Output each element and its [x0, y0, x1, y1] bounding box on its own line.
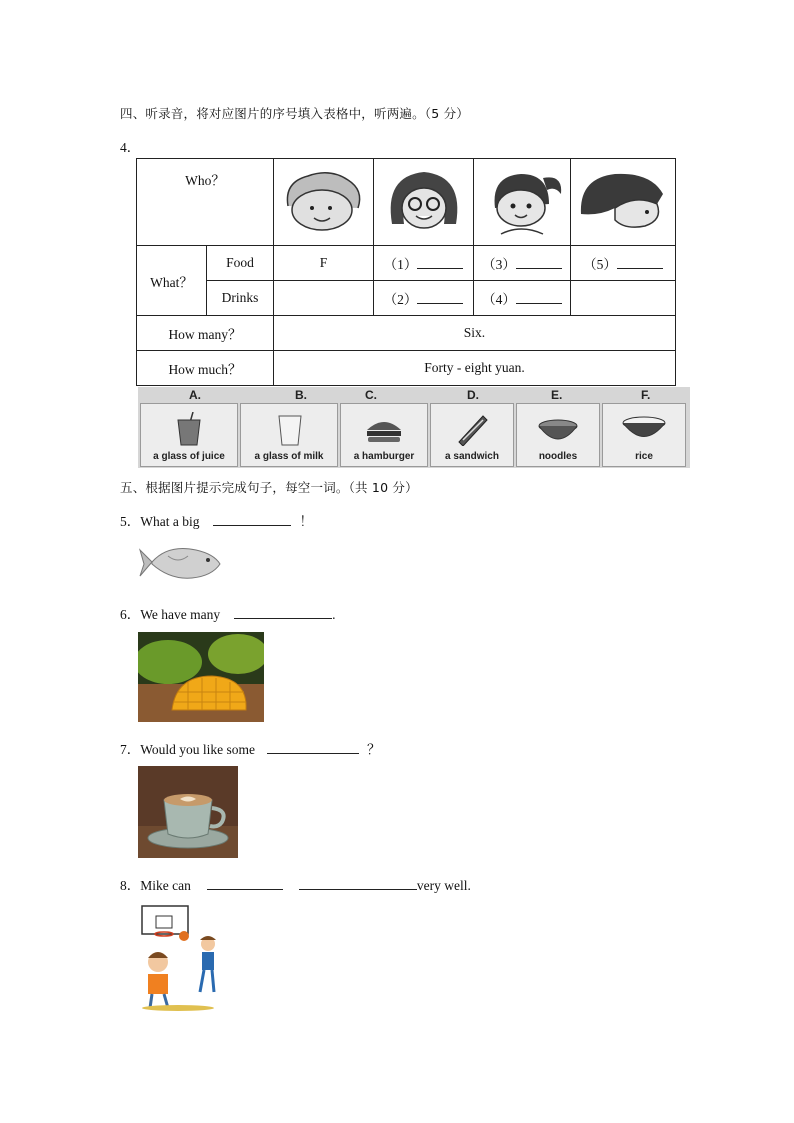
question-5	[120, 510, 313, 530]
option-label: a sandwich	[445, 451, 499, 462]
question-end: ？	[367, 742, 381, 757]
answer-cell-4[interactable]: （4）	[474, 281, 571, 316]
answer-blank-1[interactable]	[417, 256, 463, 269]
girl-ponytail-face-icon	[477, 164, 567, 236]
boy-face-icon	[278, 164, 370, 236]
what-header: What？	[137, 246, 207, 316]
face-girl-ponytail-cell	[474, 159, 571, 246]
mango-picture	[138, 632, 264, 722]
answer-blank-3[interactable]	[516, 256, 562, 269]
option-letter: C.	[365, 388, 377, 402]
noodles-bowl-icon	[537, 418, 579, 442]
question-number: 6．	[120, 607, 141, 622]
question-end: ！	[299, 514, 313, 529]
answer-blank-q5[interactable]	[213, 513, 291, 526]
question-number: 5．	[120, 514, 141, 529]
question-text: Would you like some	[140, 742, 256, 757]
answer-cell-1[interactable]: （1）	[374, 246, 474, 281]
question-end: very well.	[416, 878, 471, 893]
option-label: rice	[635, 451, 653, 462]
option-letter: E.	[551, 388, 563, 402]
rice-bowl-icon	[621, 416, 667, 442]
option-letter: F.	[641, 388, 651, 402]
face-boy-profile-cell	[571, 159, 676, 246]
food-options-strip	[138, 387, 690, 468]
how-much-header: How much？	[137, 351, 274, 386]
listening-table	[136, 158, 676, 386]
answer-blank-5[interactable]	[617, 256, 663, 269]
question-number: 7．	[120, 742, 141, 757]
question-7	[120, 738, 381, 758]
option-letter: D.	[467, 388, 479, 402]
option-card-f	[602, 388, 686, 467]
answer-cell-2[interactable]: （2）	[374, 281, 474, 316]
how-much-answer: Forty - eight yuan.	[274, 351, 676, 386]
question-6	[120, 603, 336, 623]
face-boy-cell	[274, 159, 374, 246]
girl-glasses-face-icon	[378, 164, 470, 236]
option-label: a glass of juice	[153, 451, 225, 462]
drinks-empty-cell	[571, 281, 676, 316]
option-letter: B.	[295, 388, 307, 402]
juice-glass-icon	[175, 412, 203, 446]
face-girl-glasses-cell	[374, 159, 474, 246]
section-4-heading: 四、听录音，将对应图片的序号填入表格中，听两遍。（5 分）	[120, 106, 469, 121]
food-example-cell: F	[274, 246, 374, 281]
question-text: We have many	[140, 607, 221, 622]
hamburger-icon	[365, 418, 403, 444]
answer-blank-q7[interactable]	[267, 741, 359, 754]
basketball-picture	[138, 904, 218, 1012]
question-number: 8．	[120, 878, 141, 893]
answer-blank-q8-1[interactable]	[207, 877, 283, 890]
answer-blank-2[interactable]	[417, 291, 463, 304]
answer-blank-4[interactable]	[516, 291, 562, 304]
answer-blank-q8-2[interactable]	[299, 877, 417, 890]
food-label: Food	[207, 246, 274, 281]
option-label: a glass of milk	[254, 451, 324, 462]
section-5-heading: 五、根据图片提示完成句子，每空一词。（共 10 分）	[120, 480, 418, 495]
question-8	[120, 874, 471, 894]
who-header: Who？	[137, 159, 274, 246]
option-card-b	[240, 388, 338, 467]
question-text: Mike can	[140, 878, 191, 893]
option-card-c	[340, 388, 428, 467]
coffee-picture	[138, 766, 238, 858]
question-end: .	[332, 607, 336, 622]
option-card-a	[140, 388, 238, 467]
sandwich-icon	[455, 412, 489, 446]
question-text: What a big	[140, 514, 200, 529]
drinks-label: Drinks	[207, 281, 274, 316]
boy-profile-face-icon	[575, 164, 671, 236]
answer-cell-3[interactable]: （3）	[474, 246, 571, 281]
question-4-number: 4．	[120, 140, 141, 155]
answer-cell-5[interactable]: （5）	[571, 246, 676, 281]
option-letter: A.	[189, 388, 201, 402]
how-many-answer: Six.	[274, 316, 676, 351]
drinks-example-cell	[274, 281, 374, 316]
option-card-d	[430, 388, 514, 467]
how-many-header: How many？	[137, 316, 274, 351]
milk-glass-icon	[277, 414, 303, 446]
fish-picture	[138, 540, 222, 586]
option-card-e	[516, 388, 600, 467]
option-label: a hamburger	[353, 451, 415, 462]
option-label: noodles	[538, 451, 578, 462]
answer-blank-q6[interactable]	[234, 606, 332, 619]
